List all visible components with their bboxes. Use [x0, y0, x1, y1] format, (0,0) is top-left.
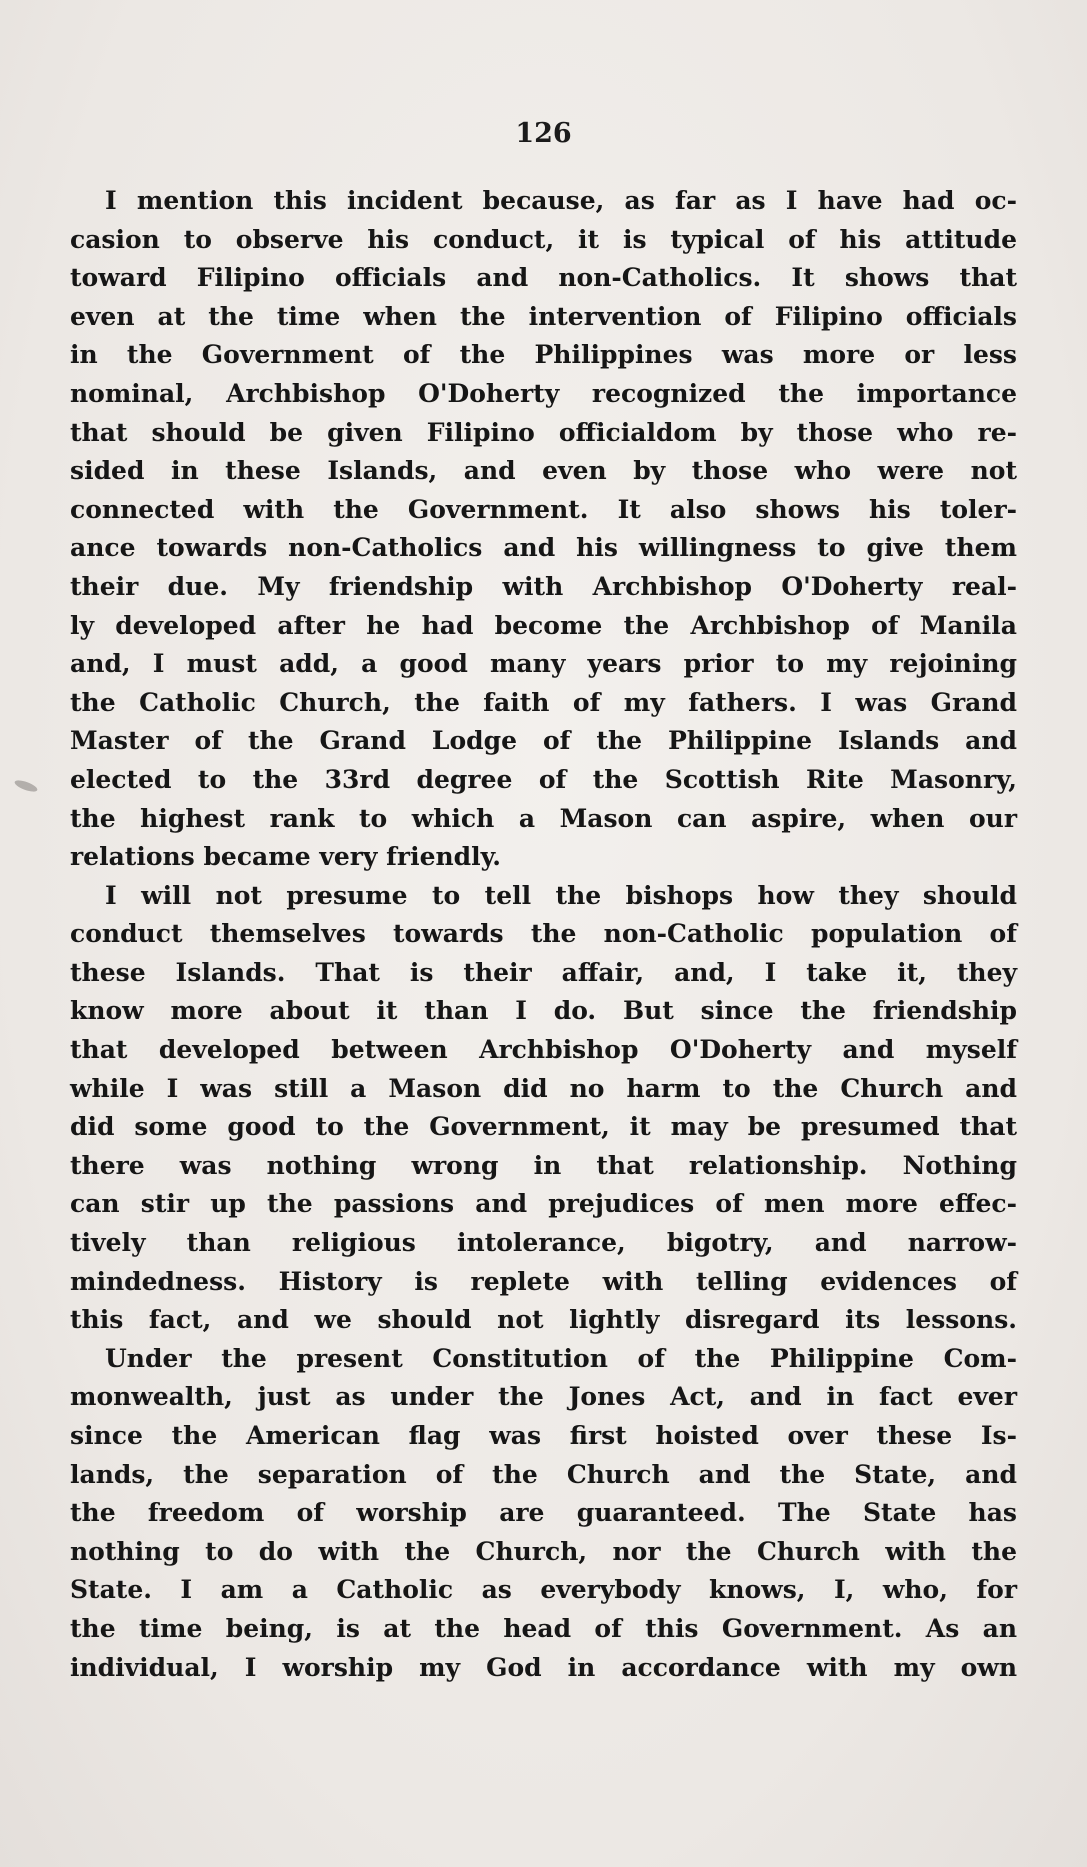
text-line: I mention this incident because, as far as I have had oc- — [105, 186, 1017, 215]
text-line: the time being, is at the head of this Government. As an — [70, 1613, 1017, 1643]
text-line: relations became very friendly. — [70, 842, 501, 872]
text-line: toward Filipino officials and non-Catholics. It shows that — [70, 263, 1017, 293]
paragraph-1 — [70, 182, 1017, 877]
text-line: even at the time when the intervention of Filipino officials — [70, 301, 1017, 331]
text-line: did some good to the Government, it may be presumed that — [70, 1112, 1017, 1142]
text-line: the freedom of worship are guaranteed. The State has — [70, 1498, 1017, 1528]
text-line: the Catholic Church, the faith of my fathers. I was Grand — [70, 687, 1017, 717]
text-line: that should be given Filipino officialdom by those who re- — [70, 417, 1017, 447]
text-line: mindedness. History is replete with telling evidences of — [70, 1266, 1017, 1296]
text-line: elected to the 33rd degree of the Scottish Rite Masonry, — [70, 764, 1017, 794]
text-line: connected with the Government. It also shows his toler- — [70, 494, 1017, 524]
text-line: since the American flag was first hoisted over these Is- — [70, 1421, 1017, 1450]
text-line: can stir up the passions and prejudices of men more effec- — [70, 1189, 1017, 1219]
text-line: this fact, and we should not lightly disregard its lessons. — [70, 1305, 1017, 1335]
text-line: while I was still a Mason did no harm to the Church and — [70, 1073, 1017, 1103]
paragraph-2 — [70, 877, 1017, 1340]
text-line: sided in these Islands, and even by those who were not — [70, 456, 1017, 486]
text-line: and, I must add, a good many years prior to my rejoining — [70, 649, 1017, 679]
text-line: casion to observe his conduct, it is typical of his attitude — [70, 224, 1017, 254]
text-line: there was nothing wrong in that relationship. Nothing — [70, 1150, 1017, 1180]
text-line: I will not presume to tell the bishops how they should — [105, 880, 1017, 910]
text-line: that developed between Archbishop O'Doherty and myself — [70, 1035, 1017, 1065]
text-line: the highest rank to which a Mason can aspire, when our — [70, 803, 1017, 833]
text-line: these Islands. That is their affair, and, I take it, they — [70, 957, 1017, 987]
text-line: lands, the separation of the Church and the State, and — [70, 1459, 1017, 1489]
text-line: Under the present Constitution of the Philippine Com- — [105, 1343, 1017, 1373]
text-line: individual, I worship my God in accordance with my own — [70, 1652, 1017, 1682]
text-line: nominal, Archbishop O'Doherty recognized the importance — [70, 378, 1017, 408]
text-line: monwealth, just as under the Jones Act, and in fact ever — [70, 1382, 1017, 1412]
paragraph-3 — [70, 1340, 1017, 1687]
text-line: in the Government of the Philippines was more or less — [70, 340, 1017, 370]
margin-ink-mark — [13, 778, 38, 794]
page-number: 126 — [515, 118, 572, 149]
body-text — [70, 182, 1017, 1687]
text-line: Master of the Grand Lodge of the Philippine Islands and — [70, 726, 1017, 756]
text-line: tively than religious intolerance, bigotry, and narrow- — [70, 1228, 1017, 1258]
text-line: their due. My friendship with Archbishop O'Doherty real- — [70, 571, 1017, 601]
text-line: State. I am a Catholic as everybody knows, I, who, for — [70, 1575, 1017, 1605]
text-line: conduct themselves towards the non-Catholic population of — [70, 919, 1017, 949]
text-line: know more about it than I do. But since the friendship — [70, 996, 1017, 1026]
text-line: ance towards non-Catholics and his willingness to give them — [70, 533, 1017, 563]
text-line: ly developed after he had become the Archbishop of Manila — [70, 610, 1017, 640]
text-line: nothing to do with the Church, nor the Church with the — [70, 1536, 1017, 1566]
